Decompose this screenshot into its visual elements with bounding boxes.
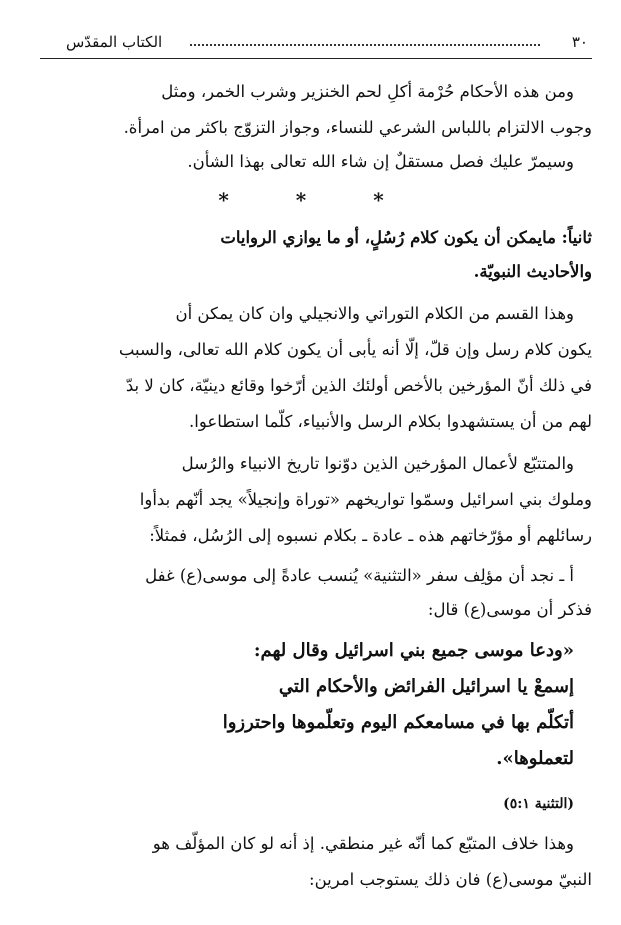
document-page [40, 0, 592, 925]
section-heading-line: ثانياً: مايمكن أن يكون كلام رُسُلٍ، أو ما يوازي الروايات [220, 228, 592, 247]
body-line: وهذا خلاف المتبّع كما أنّه غير منطقي. إذ أنه لو كان المؤلّف هو [152, 834, 574, 853]
body-line: رسائلهم أو مؤرّخاتهم هذه ـ عادة ـ بكلام نسبوه إلى الرُسُل، فمثلاً: [149, 526, 592, 545]
page-number: ٣٠ [571, 33, 588, 51]
body-line: يكون كلام رسل وإن قلّ، إلّا أنه يأبى أن يكون كلام الله تعالى، والسبب [118, 340, 592, 359]
body-line: لهم من أن يستشهدوا بكلام الرسل والأنبياء، كلّما استطاعوا. [189, 412, 592, 431]
book-title: الكتاب المقدّس [66, 33, 163, 51]
quote-line: «ودعا موسى جميع بني اسرائيل وقال لهم: [253, 640, 574, 661]
section-heading-line: والأحاديث النبويّة. [473, 262, 592, 281]
quote-line: إسمعْ يا اسرائيل الفرائض والأحكام التي [278, 676, 574, 697]
body-line: ومن هذه الأحكام حُرْمة أكلِ لحم الخنزير وشرب الخمر، ومثل [161, 82, 574, 101]
body-line: النبيّ موسى(ع) فان ذلك يستوجب امرين: [309, 870, 592, 889]
body-line: وجوب الالتزام باللباس الشرعي للنساء، وجواز التزوّج باكثر من امرأة. [123, 118, 592, 137]
body-line: فذكر أن موسى(ع) قال: [427, 600, 592, 619]
quote-line: لتعملوها». [496, 748, 574, 769]
body-line: والمتتبّع لأعمال المؤرخين الذين دوّنوا تاريخ الانبياء والرُسل [181, 454, 574, 473]
running-header [40, 30, 592, 54]
quote-line: أتكلّم بها في مسامعكم اليوم وتعلّموها واحترزوا [222, 712, 574, 733]
scripture-reference: (التثنية ٥:١) [503, 796, 574, 812]
body-line: وسيمرّ عليك فصل مستقلٌ إن شاء الله تعالى بهذا الشأن. [187, 152, 574, 171]
body-line: أ ـ نجد أن مؤلِف سفر «التثنية» يُنسب عادةً إلى موسى(ع) غفل [145, 566, 574, 585]
body-line: وهذا القسم من الكلام التوراتي والانجيلي وان كان يمكن أن [175, 304, 574, 323]
section-separator: * * * [218, 188, 414, 212]
header-rule [40, 58, 592, 59]
header-dot-leader [190, 44, 540, 46]
body-line: في ذلك أنّ المؤرخين بالأخص أولئك الذين أرّخوا وقائع دينيّة، كان لا بدّ [125, 376, 592, 395]
body-line: وملوك بني اسرائيل وسمّوا تواريخهم «توراة وإنجيلاً» يجد أنّهم بدأوا [139, 490, 592, 509]
